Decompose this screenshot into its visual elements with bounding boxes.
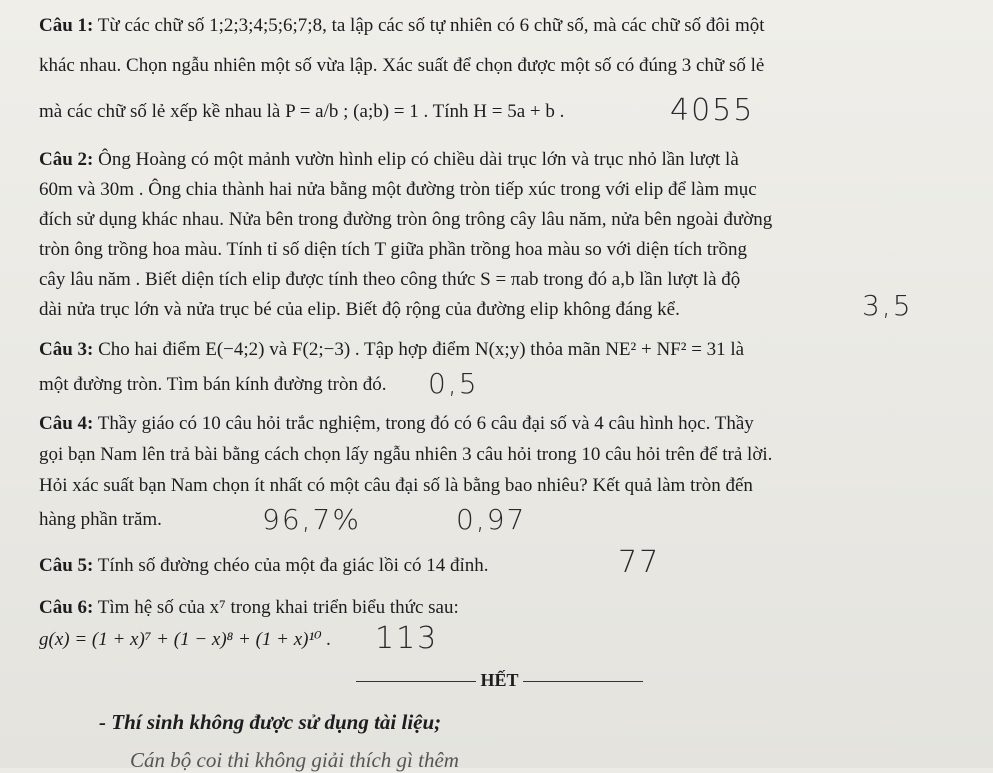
end-text: HẾT	[480, 670, 519, 690]
q2-handwritten-answer: 3,5	[862, 289, 913, 322]
end-line-right	[523, 681, 643, 682]
q2-label: Câu 2:	[39, 149, 94, 170]
q5-label: Câu 5:	[39, 555, 94, 576]
q3-text-1: Cho hai điểm E(−4;2) và F(2;−3) . Tập hợp điểm N(x;y) thỏa mãn NE² + NF² = 31 là	[98, 339, 745, 360]
q4-line3: Hỏi xác suất bạn Nam chọn ít nhất có một câu đại số là bằng bao nhiêu? Kết quả làm tròn đến	[39, 475, 753, 496]
q6-line1	[39, 596, 459, 620]
q2-line1	[39, 148, 739, 172]
q6-text-1: Tìm hệ số của x⁷ trong khai triển biểu thức sau:	[97, 597, 459, 618]
q2-line2: 60m và 30m . Ông chia thành hai nửa bằng một đường tròn tiếp xúc trong với elip để làm mục	[39, 179, 757, 200]
proctor-note: Cán bộ coi thi không giải thích gì thêm	[130, 748, 459, 772]
q3-label: Câu 3:	[39, 339, 94, 360]
q4-line4: hàng phần trăm.	[39, 509, 162, 530]
q5-handwritten-answer: 77	[618, 545, 661, 580]
q6-formula: g(x) = (1 + x)⁷ + (1 − x)⁸ + (1 + x)¹⁰ .	[39, 629, 332, 650]
q4-handwritten-answer-decimal: 0,97	[456, 503, 527, 536]
q3-line2: một đường tròn. Tìm bán kính đường tròn đó.	[39, 374, 387, 395]
q6-label: Câu 6:	[39, 597, 94, 618]
end-marker	[356, 670, 643, 691]
q3-line1	[39, 338, 744, 362]
q5-text-1: Tính số đường chéo của một đa giác lồi có 14 đỉnh.	[97, 555, 489, 576]
q1-text-1: Từ các chữ số 1;2;3;4;5;6;7;8, ta lập các số tự nhiên có 6 chữ số, mà các chữ số đôi một	[97, 15, 765, 36]
q1-line2: khác nhau. Chọn ngẫu nhiên một số vừa lập. Xác suất để chọn được một số có đúng 3 chữ số lẻ	[39, 55, 765, 76]
candidate-note: - Thí sinh không được sử dụng tài liệu;	[99, 710, 442, 734]
q2-line6: dài nửa trục lớn và nửa trục bé của elip. Biết độ rộng của đường elip không đáng kể.	[39, 299, 680, 320]
q4-label: Câu 4:	[39, 413, 94, 434]
q4-line2: gọi bạn Nam lên trả bài bằng cách chọn lấy ngẫu nhiên 3 câu hỏi trong 10 câu hỏi trên để trả lời.	[39, 444, 773, 465]
q2-line5: cây lâu năm . Biết diện tích elip được tính theo công thức S = πab trong đó a,b lần lượt là độ	[39, 269, 741, 290]
q1-handwritten-answer: 4055	[670, 93, 755, 128]
q6-handwritten-answer: 113	[375, 621, 439, 656]
q3-handwritten-answer: 0,5	[428, 367, 479, 400]
q5-line1	[39, 554, 489, 578]
q4-line1	[39, 412, 754, 436]
q4-handwritten-answer-percent: 96,7%	[262, 503, 361, 536]
end-line-left	[356, 681, 476, 682]
q2-text-1: Ông Hoàng có một mảnh vườn hình elip có chiều dài trục lớn và trục nhỏ lần lượt là	[98, 149, 739, 170]
q2-line4: tròn ông trồng hoa màu. Tính tỉ số diện tích T giữa phần trồng hoa màu so với diện tích trồng	[39, 239, 747, 260]
q1-label: Câu 1:	[39, 15, 94, 36]
q2-line3: đích sử dụng khác nhau. Nửa bên trong đường tròn ông trông cây lâu năm, nửa bên ngoài đường	[39, 209, 773, 230]
q1-line3: mà các chữ số lẻ xếp kề nhau là P = a/b ; (a;b) = 1 . Tính H = 5a + b .	[39, 101, 565, 122]
q4-text-1: Thầy giáo có 10 câu hỏi trắc nghiệm, trong đó có 6 câu đại số và 4 câu hình học. Thầy	[97, 413, 754, 434]
q1-line1	[39, 14, 765, 38]
